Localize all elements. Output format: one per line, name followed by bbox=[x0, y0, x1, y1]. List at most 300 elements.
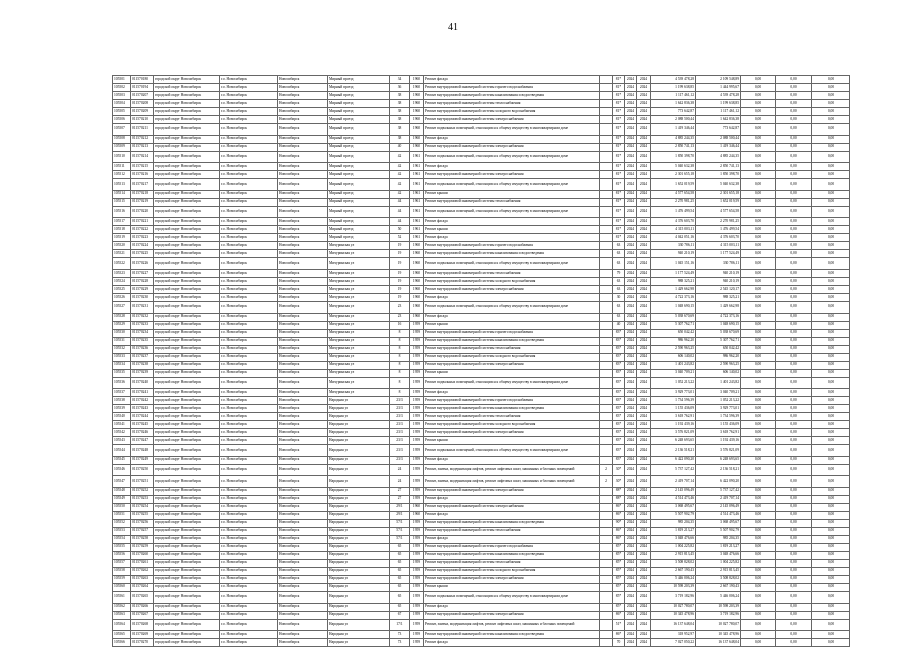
table-cell: 0,00 bbox=[740, 108, 775, 115]
table-cell: 0,00 bbox=[775, 234, 811, 241]
table-cell bbox=[599, 445, 612, 456]
table-cell: 105529 bbox=[112, 322, 130, 329]
table-cell: 1960 bbox=[409, 314, 423, 321]
table-cell: 44 bbox=[389, 199, 409, 206]
table-cell: Новосибирск bbox=[277, 286, 327, 293]
table-cell: 0,00 bbox=[811, 576, 850, 583]
table-row bbox=[112, 190, 850, 198]
table-cell: Новосибирск bbox=[277, 242, 327, 249]
table-cell: 0,00 bbox=[740, 389, 775, 396]
table-cell: 0,00 bbox=[775, 314, 811, 321]
table-cell: 1959 bbox=[409, 362, 423, 369]
table-cell: Народная ул bbox=[327, 413, 389, 420]
table-cell: Мичуринская ул bbox=[327, 242, 389, 249]
table-cell: г.о. Новосибирск bbox=[219, 631, 277, 638]
table-cell: 2024 bbox=[624, 136, 636, 143]
table-cell: 2024 bbox=[624, 639, 636, 646]
table-cell: Ремонт фасада bbox=[423, 496, 599, 503]
table-cell: Народная ул bbox=[327, 536, 389, 543]
table-cell: 2024 bbox=[636, 234, 650, 241]
table-cell: 105521 bbox=[112, 250, 130, 257]
table-cell: 23/3 bbox=[389, 397, 409, 404]
table-cell: 2 145 096,49 bbox=[695, 504, 740, 511]
table-row bbox=[112, 293, 850, 301]
table-cell: 2024 bbox=[636, 437, 650, 444]
table-cell: Новосибирск bbox=[277, 270, 327, 277]
table-cell: 1 419 346,44 bbox=[650, 124, 695, 135]
table-cell: 0,00 bbox=[811, 108, 850, 115]
table-cell: 1 476 499,54 bbox=[650, 207, 695, 218]
table-cell: 1960 bbox=[409, 124, 423, 135]
table-cell: 2024 bbox=[624, 457, 636, 464]
table-cell: городской округ Новосибирск bbox=[153, 322, 219, 329]
table-cell: городской округ Новосибирск bbox=[153, 457, 219, 464]
table-cell: Новосибирск bbox=[277, 528, 327, 535]
table-cell: г.о. Новосибирск bbox=[219, 592, 277, 603]
table-cell: 1959 bbox=[409, 389, 423, 396]
table-cell: 0,00 bbox=[740, 528, 775, 535]
table-cell: Ремонт подвальных помещений, относящихся к общему имуществу в многоквартирном доме bbox=[423, 378, 599, 389]
table-cell: 105530 bbox=[112, 330, 130, 337]
table-cell: 0,00 bbox=[740, 397, 775, 404]
table-cell: Новосибирск bbox=[277, 144, 327, 151]
table-cell: Мирный проезд bbox=[327, 76, 389, 83]
table-cell bbox=[599, 136, 612, 143]
table-cell: Новосибирск bbox=[277, 476, 327, 487]
table-cell: Новосибирск bbox=[277, 116, 327, 123]
table-cell: 0,00 bbox=[740, 322, 775, 329]
table-cell: 1959 bbox=[409, 437, 423, 444]
table-cell: 0,00 bbox=[740, 437, 775, 444]
table-cell: 29/1 bbox=[389, 504, 409, 511]
table-cell: 73 bbox=[389, 631, 409, 638]
table-cell: городской округ Новосибирск bbox=[153, 592, 219, 603]
table-cell: 011570253 bbox=[130, 496, 153, 503]
table-cell: 81* bbox=[612, 92, 624, 99]
table-cell: 4 885 244,35 bbox=[695, 152, 740, 163]
table-cell: 105508 bbox=[112, 136, 130, 143]
table-cell: 2024 bbox=[636, 457, 650, 464]
table-cell: 1 850 398,70 bbox=[650, 152, 695, 163]
table-cell: 0,00 bbox=[740, 631, 775, 638]
table-cell: 88* bbox=[612, 496, 624, 503]
table-cell: Новосибирск bbox=[277, 465, 327, 476]
table-cell: 2024 bbox=[636, 218, 650, 225]
table-cell: городской округ Новосибирск bbox=[153, 528, 219, 535]
table-cell: Ремонт внутридомовой инженерной системы теплоснабжения bbox=[423, 528, 599, 535]
table-cell: 3 508 828,02 bbox=[695, 576, 740, 583]
table-cell: 0,00 bbox=[811, 234, 850, 241]
table-cell: Новосибирск bbox=[277, 421, 327, 428]
table-cell: 0,00 bbox=[811, 465, 850, 476]
table-cell: 1960 bbox=[409, 84, 423, 91]
table-cell: 2024 bbox=[624, 405, 636, 412]
table-cell: 63 bbox=[612, 278, 624, 285]
table-row bbox=[112, 591, 850, 603]
table-cell: 0,00 bbox=[775, 92, 811, 99]
table-cell: городской округ Новосибирск bbox=[153, 536, 219, 543]
table-cell: Мичуринская ул bbox=[327, 302, 389, 313]
table-cell bbox=[599, 84, 612, 91]
table-cell: 1 004 225,82 bbox=[695, 560, 740, 567]
table-cell: г.о. Новосибирск bbox=[219, 354, 277, 361]
table-cell: 23/3 bbox=[389, 457, 409, 464]
table-cell: 2024 bbox=[636, 250, 650, 257]
table-cell: 1959 bbox=[409, 584, 423, 591]
table-cell: г.о. Новосибирск bbox=[219, 152, 277, 163]
table-cell: 2024 bbox=[624, 171, 636, 178]
table-cell: 105532 bbox=[112, 346, 130, 353]
table-cell: 011570239 bbox=[130, 370, 153, 377]
table-cell: 011570267 bbox=[130, 612, 153, 619]
table-row bbox=[112, 487, 850, 495]
table-cell: Ремонт внутридомовой инженерной системы электроснабжения bbox=[423, 488, 599, 495]
table-cell: Новосибирск bbox=[277, 457, 327, 464]
table-row bbox=[112, 151, 850, 163]
table-cell: 10 345 478,96 bbox=[650, 612, 695, 619]
table-cell: 105516 bbox=[112, 207, 130, 218]
table-row bbox=[112, 233, 850, 241]
table-cell: 0,00 bbox=[740, 242, 775, 249]
table-cell: Новосибирск bbox=[277, 302, 327, 313]
table-cell: 606 140,02 bbox=[650, 354, 695, 361]
table-cell: 0,00 bbox=[775, 512, 811, 519]
table-cell: 0,00 bbox=[811, 179, 850, 190]
table-cell: 2024 bbox=[624, 179, 636, 190]
table-cell: 0,00 bbox=[811, 631, 850, 638]
table-cell: 0,00 bbox=[811, 242, 850, 249]
table-cell: Ремонт внутридомовой инженерной системы электроснабжения bbox=[423, 362, 599, 369]
table-cell: Новосибирск bbox=[277, 179, 327, 190]
table-cell: г.о. Новосибирск bbox=[219, 445, 277, 456]
table-cell: 105546 bbox=[112, 465, 130, 476]
table-cell: 0,00 bbox=[740, 171, 775, 178]
table-cell: 3 576 821,09 bbox=[650, 429, 695, 436]
table-cell: 105526 bbox=[112, 294, 130, 301]
table-cell bbox=[599, 144, 612, 151]
table-cell: 38 bbox=[389, 136, 409, 143]
table-cell: 2024 bbox=[624, 199, 636, 206]
table-cell: 318 952,97 bbox=[650, 631, 695, 638]
table-row bbox=[112, 115, 850, 123]
table-row bbox=[112, 519, 850, 527]
table-cell: Народная ул bbox=[327, 405, 389, 412]
table-cell: 011570248 bbox=[130, 445, 153, 456]
table-cell: г.о. Новосибирск bbox=[219, 512, 277, 519]
table-row bbox=[112, 475, 850, 487]
table-cell: городской округ Новосибирск bbox=[153, 370, 219, 377]
table-cell: 2024 bbox=[636, 520, 650, 527]
table-cell: 2024 bbox=[624, 378, 636, 389]
table-cell: 57/1 bbox=[389, 528, 409, 535]
table-cell: Народная ул bbox=[327, 584, 389, 591]
table-cell: 1 052 213,22 bbox=[650, 378, 695, 389]
table-cell: 1961 bbox=[409, 199, 423, 206]
table-cell: 2 667 190,43 bbox=[695, 584, 740, 591]
table-cell: 0,00 bbox=[811, 405, 850, 412]
table-cell: 85* bbox=[612, 576, 624, 583]
table-cell: 0,00 bbox=[811, 270, 850, 277]
table-cell bbox=[599, 429, 612, 436]
table-cell: Новосибирск bbox=[277, 322, 327, 329]
table-cell: 0,00 bbox=[775, 413, 811, 420]
table-cell bbox=[599, 179, 612, 190]
table-cell: 2024 bbox=[624, 270, 636, 277]
table-cell: 16 bbox=[389, 322, 409, 329]
table-cell: 63 bbox=[612, 302, 624, 313]
table-cell: 330 786,11 bbox=[650, 242, 695, 249]
table-cell: 2024 bbox=[624, 389, 636, 396]
table-cell: Новосибирск bbox=[277, 226, 327, 233]
table-cell: 4 376 603,70 bbox=[695, 234, 740, 241]
table-cell: г.о. Новосибирск bbox=[219, 346, 277, 353]
table-cell: 0,00 bbox=[740, 465, 775, 476]
table-cell: 0,00 bbox=[740, 536, 775, 543]
table-cell: 105515 bbox=[112, 199, 130, 206]
table-cell: городской округ Новосибирск bbox=[153, 76, 219, 83]
table-row bbox=[112, 249, 850, 257]
table-row bbox=[112, 575, 850, 583]
table-cell: городской округ Новосибирск bbox=[153, 330, 219, 337]
table-cell: г.о. Новосибирск bbox=[219, 294, 277, 301]
table-cell: 42 bbox=[389, 171, 409, 178]
table-cell: 105514 bbox=[112, 191, 130, 198]
table-cell: Ремонт крыши bbox=[423, 370, 599, 377]
table-cell: г.о. Новосибирск bbox=[219, 124, 277, 135]
table-cell: 2024 bbox=[636, 294, 650, 301]
table-cell: 011570246 bbox=[130, 429, 153, 436]
table-cell: Ремонт внутридомовой инженерной системы холодного водоснабжения bbox=[423, 354, 599, 361]
table-cell: 8 bbox=[389, 389, 409, 396]
table-cell: 85* bbox=[612, 544, 624, 551]
table-cell: 011570194 bbox=[130, 84, 153, 91]
table-cell: 81* bbox=[612, 100, 624, 107]
table-cell: городской округ Новосибирск bbox=[153, 242, 219, 249]
table-cell: 0,00 bbox=[811, 199, 850, 206]
table-cell: г.о. Новосибирск bbox=[219, 604, 277, 611]
table-cell: городской округ Новосибирск bbox=[153, 584, 219, 591]
table-cell: 3 618 762,91 bbox=[650, 413, 695, 420]
table-cell bbox=[599, 612, 612, 619]
table-cell: г.о. Новосибирск bbox=[219, 421, 277, 428]
table-cell: 1 048 690,15 bbox=[650, 302, 695, 313]
table-cell: Новосибирск bbox=[277, 152, 327, 163]
table-cell: 2024 bbox=[624, 144, 636, 151]
table-cell: 0,00 bbox=[740, 592, 775, 603]
table-cell: 2024 bbox=[624, 488, 636, 495]
table-cell: Ремонт подвальных помещений, относящихся к общему имуществу в многоквартирном доме bbox=[423, 179, 599, 190]
table-cell: 0,00 bbox=[775, 496, 811, 503]
table-cell: 2024 bbox=[624, 152, 636, 163]
table-cell: городской округ Новосибирск bbox=[153, 163, 219, 170]
table-cell: городской округ Новосибирск bbox=[153, 552, 219, 559]
table-cell: 2024 bbox=[624, 278, 636, 285]
table-cell: Новосибирск bbox=[277, 76, 327, 83]
table-cell: 1 652 019,59 bbox=[695, 199, 740, 206]
table-cell: 2024 bbox=[624, 124, 636, 135]
table-cell: 38 bbox=[389, 116, 409, 123]
table-cell: 2024 bbox=[624, 437, 636, 444]
table-cell: 2024 bbox=[624, 108, 636, 115]
table-cell bbox=[599, 108, 612, 115]
table-cell: 2024 bbox=[636, 604, 650, 611]
table-cell: 1959 bbox=[409, 397, 423, 404]
table-cell: 83* bbox=[612, 346, 624, 353]
table-cell: 105537 bbox=[112, 389, 130, 396]
table-cell: городской округ Новосибирск bbox=[153, 496, 219, 503]
table-cell: городской округ Новосибирск bbox=[153, 191, 219, 198]
table-cell: 1959 bbox=[409, 445, 423, 456]
table-row bbox=[112, 527, 850, 535]
table-cell: Ремонт внутридомовой инженерной системы электроснабжения bbox=[423, 612, 599, 619]
table-cell: 0,00 bbox=[811, 330, 850, 337]
table-cell: 6 422 090,20 bbox=[650, 457, 695, 464]
table-cell: 105536 bbox=[112, 378, 130, 389]
table-cell: 2024 bbox=[624, 496, 636, 503]
table-cell: Ремонт внутридомовой инженерной системы электроснабжения bbox=[423, 286, 599, 293]
table-cell: 0,00 bbox=[811, 338, 850, 345]
table-cell: 1960 bbox=[409, 294, 423, 301]
table-row bbox=[112, 567, 850, 575]
table-cell: 105563 bbox=[112, 612, 130, 619]
table-cell: 1960 bbox=[409, 92, 423, 99]
table-cell: Ремонт внутридомовой инженерной системы теплоснабжения bbox=[423, 346, 599, 353]
table-cell: 10 345 478,96 bbox=[695, 631, 740, 638]
table-cell: 0,00 bbox=[775, 389, 811, 396]
table-cell: Новосибирск bbox=[277, 171, 327, 178]
table-cell: 83* bbox=[612, 330, 624, 337]
table-cell: Мирный проезд bbox=[327, 108, 389, 115]
table-cell: 2024 bbox=[636, 445, 650, 456]
table-cell: Новосибирск bbox=[277, 445, 327, 456]
table-cell: 0,00 bbox=[740, 179, 775, 190]
table-cell: 0,00 bbox=[775, 100, 811, 107]
table-cell: 0,00 bbox=[775, 84, 811, 91]
table-cell: 011570242 bbox=[130, 397, 153, 404]
table-cell: 2024 bbox=[636, 278, 650, 285]
table-cell: 2024 bbox=[636, 620, 650, 631]
table-cell: 1 401 243,82 bbox=[695, 378, 740, 389]
table-cell: 6 248 693,65 bbox=[650, 437, 695, 444]
table-cell bbox=[599, 362, 612, 369]
table-row bbox=[112, 99, 850, 107]
table-cell bbox=[599, 250, 612, 257]
table-cell: 0,00 bbox=[811, 163, 850, 170]
table-cell: 42 bbox=[389, 152, 409, 163]
table-cell: городской округ Новосибирск bbox=[153, 544, 219, 551]
table-cell: 011570261 bbox=[130, 560, 153, 567]
table-cell: 0,00 bbox=[740, 163, 775, 170]
table-cell: 44 bbox=[389, 207, 409, 218]
table-cell: Народная ул bbox=[327, 612, 389, 619]
table-cell: городской округ Новосибирск bbox=[153, 294, 219, 301]
table-cell: Ремонт внутридомовой инженерной системы электроснабжения bbox=[423, 144, 599, 151]
table-cell: 27 bbox=[389, 496, 409, 503]
table-cell: 0,00 bbox=[740, 552, 775, 559]
table-cell: 83* bbox=[612, 338, 624, 345]
table-cell: 2 850 741,13 bbox=[650, 144, 695, 151]
table-cell: 940 210,19 bbox=[650, 250, 695, 257]
table-cell: г.о. Новосибирск bbox=[219, 250, 277, 257]
table-cell: 2 270 981,25 bbox=[695, 218, 740, 225]
table-cell: 1 155 436,09 bbox=[695, 421, 740, 428]
table-cell: городской округ Новосибирск bbox=[153, 437, 219, 444]
table-cell: 1959 bbox=[409, 421, 423, 428]
table-cell: Мичуринская ул bbox=[327, 338, 389, 345]
table-cell: 2024 bbox=[636, 191, 650, 198]
table-cell: 2024 bbox=[624, 84, 636, 91]
table-cell: 44 bbox=[389, 218, 409, 225]
table-cell: 86* bbox=[612, 504, 624, 511]
table-cell: 85* bbox=[612, 552, 624, 559]
table-cell: 2024 bbox=[636, 362, 650, 369]
table-cell: 4 577 654,58 bbox=[650, 191, 695, 198]
table-row bbox=[112, 321, 850, 329]
table-cell: 2024 bbox=[636, 465, 650, 476]
table-cell: г.о. Новосибирск bbox=[219, 528, 277, 535]
table-cell: 1 444 995,67 bbox=[695, 84, 740, 91]
table-row bbox=[112, 75, 850, 83]
table-cell: Новосибирск bbox=[277, 389, 327, 396]
table-cell: Народная ул bbox=[327, 604, 389, 611]
table-cell: Народная ул bbox=[327, 560, 389, 567]
table-cell: 81* bbox=[612, 152, 624, 163]
table-cell: Мичуринская ул bbox=[327, 250, 389, 257]
table-cell: 105533 bbox=[112, 354, 130, 361]
table-cell: 011570231 bbox=[130, 302, 153, 313]
table-cell: Ремонт фасада bbox=[423, 314, 599, 321]
table-cell: 0,00 bbox=[775, 429, 811, 436]
table-row bbox=[112, 543, 850, 551]
table-cell: Ремонт внутридомовой инженерной системы электроснабжения bbox=[423, 504, 599, 511]
table-cell: 85* bbox=[612, 560, 624, 567]
table-cell: 2024 bbox=[636, 378, 650, 389]
table-cell: 2024 bbox=[636, 512, 650, 519]
table-cell: 81* bbox=[612, 163, 624, 170]
table-cell: г.о. Новосибирск bbox=[219, 286, 277, 293]
table-cell: 011570209 bbox=[130, 108, 153, 115]
table-row bbox=[112, 313, 850, 321]
table-cell: 0,00 bbox=[740, 144, 775, 151]
table-cell: 0,00 bbox=[775, 378, 811, 389]
table-cell: 6 422 090,20 bbox=[695, 476, 740, 487]
table-cell: городской округ Новосибирск bbox=[153, 639, 219, 646]
table-cell: 0,00 bbox=[811, 258, 850, 269]
table-cell: 011570227 bbox=[130, 270, 153, 277]
table-cell: 011570218 bbox=[130, 191, 153, 198]
table-cell: 2024 bbox=[624, 294, 636, 301]
table-cell: 2024 bbox=[624, 528, 636, 535]
table-cell: Мирный проезд bbox=[327, 234, 389, 241]
table-cell bbox=[599, 504, 612, 511]
table-cell: городской округ Новосибирск bbox=[153, 100, 219, 107]
table-cell: 2024 bbox=[636, 179, 650, 190]
table-cell: 105517 bbox=[112, 218, 130, 225]
table-cell: 8 bbox=[389, 338, 409, 345]
table-cell: 1959 bbox=[409, 405, 423, 412]
table-cell: 0,00 bbox=[740, 100, 775, 107]
table-cell: 011570220 bbox=[130, 207, 153, 218]
table-cell: 0,00 bbox=[775, 552, 811, 559]
table-cell: 0,00 bbox=[775, 457, 811, 464]
table-cell: г.о. Новосибирск bbox=[219, 84, 277, 91]
table-cell: 1961 bbox=[409, 171, 423, 178]
table-cell: городской округ Новосибирск bbox=[153, 92, 219, 99]
table-cell: 0,00 bbox=[811, 476, 850, 487]
table-cell: Ремонт фасада bbox=[423, 604, 599, 611]
table-cell: 2 109 548,89 bbox=[695, 76, 740, 83]
table-cell: Ремонт фасада bbox=[423, 536, 599, 543]
